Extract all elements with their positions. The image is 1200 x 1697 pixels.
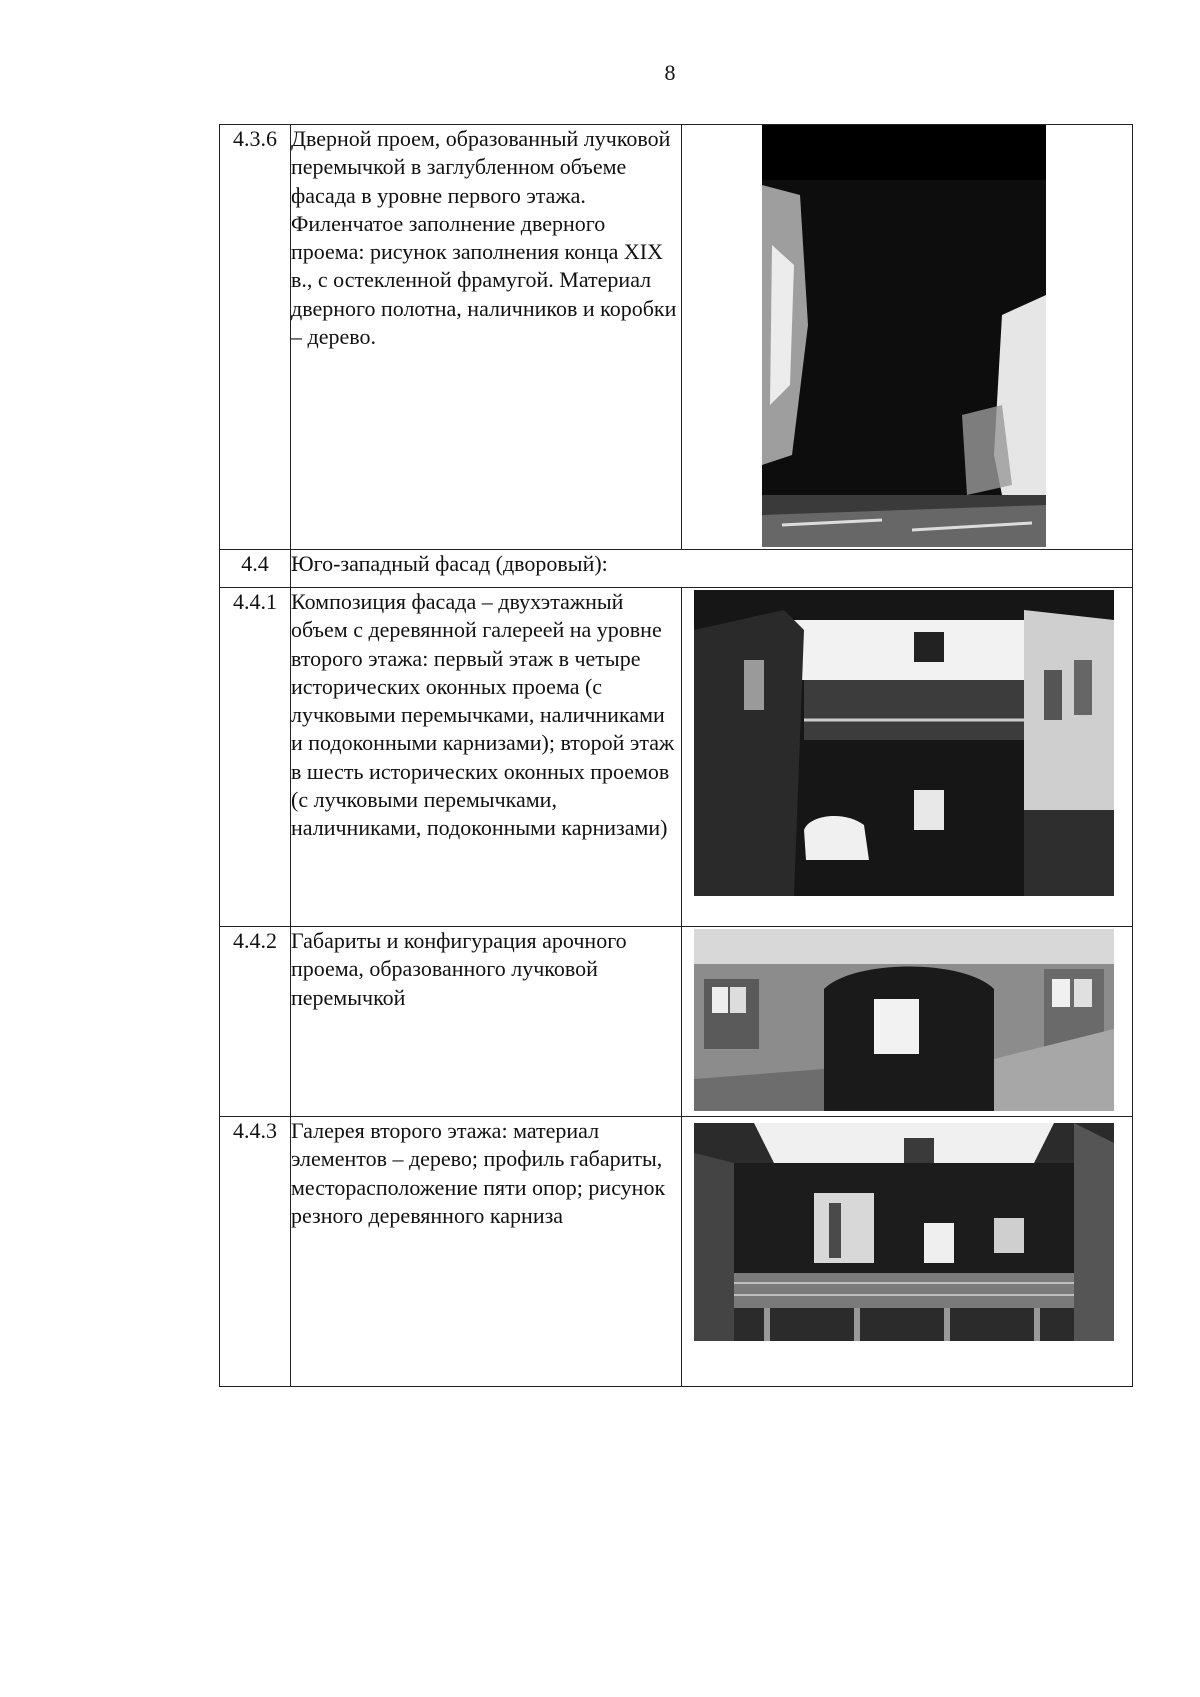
section-number: 4.4 bbox=[220, 550, 291, 588]
item-description: Габариты и конфигурация арочного проема, образованного лучковой перемычкой bbox=[291, 927, 682, 1117]
item-number: 4.4.2 bbox=[220, 927, 291, 1117]
table-row bbox=[220, 1117, 1133, 1387]
doorway-photo bbox=[762, 125, 1046, 547]
gallery-photo bbox=[694, 1123, 1114, 1341]
photo-cell bbox=[682, 125, 1133, 550]
item-number: 4.4.1 bbox=[220, 588, 291, 927]
table-row bbox=[220, 550, 1133, 588]
table-row bbox=[220, 588, 1133, 927]
table-row bbox=[220, 125, 1133, 550]
item-number: 4.4.3 bbox=[220, 1117, 291, 1387]
item-number: 4.3.6 bbox=[220, 125, 291, 550]
courtyard-facade-photo bbox=[694, 590, 1114, 896]
photo-cell bbox=[682, 588, 1133, 927]
page-number: 8 bbox=[664, 60, 676, 85]
photo-cell bbox=[682, 1117, 1133, 1387]
arch-opening-photo bbox=[694, 929, 1114, 1111]
item-description: Галерея второго этажа: материал элементов – дерево; профиль габариты, месторасположение пяти опор; рисунок резного деревянного карниза bbox=[291, 1117, 682, 1387]
heritage-elements-table bbox=[219, 124, 1133, 1387]
table-row bbox=[220, 927, 1133, 1117]
photo-cell bbox=[682, 927, 1133, 1117]
item-description: Дверной проем, образованный лучковой перемычкой в заглубленном объеме фасада в уровне первого этажа. Филенчатое заполнение дверного проема: рисунок заполнения конца XIX в., с остекленной фрамугой. Материал дверного полотна, наличников и коробки – дерево. bbox=[291, 125, 682, 550]
section-title: Юго-западный фасад (дворовый): bbox=[291, 550, 1133, 588]
item-description: Композиция фасада – двухэтажный объем с деревянной галереей на уровне второго этажа: первый этаж в четыре исторических оконных проема (с лучковыми перемычками, наличниками и подоконными карнизами); второй этаж в шесть исторических оконных проемов (с лучковыми перемычками, наличниками, подоконными карнизами) bbox=[291, 588, 682, 927]
